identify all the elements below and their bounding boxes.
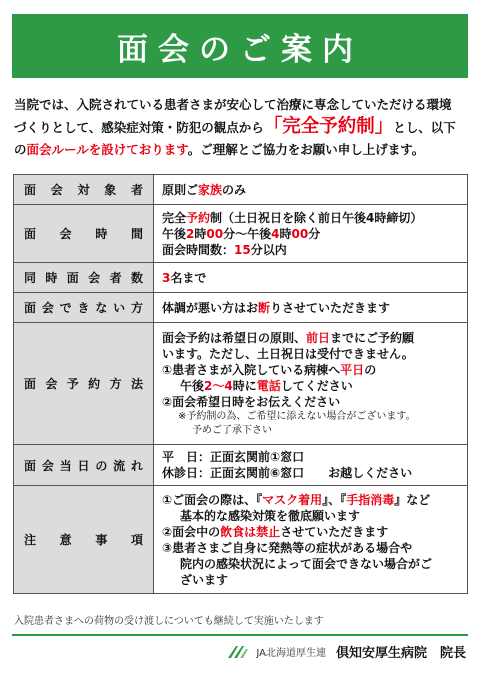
ja-logo-icon [226, 644, 250, 660]
table-row [14, 323, 468, 445]
label-char: 数 [130, 271, 143, 285]
label-char: 会 [41, 458, 54, 473]
intro-line-2: づくりとして、感染症対策・防犯の観点から「完全予約制」とし、以下 [14, 116, 456, 137]
intro-line-1: 当院では、入院されている患者さまが安心して治療に専念していただける環境 [14, 97, 452, 112]
label-char: 流 [113, 458, 126, 473]
label-char: 意 [59, 533, 72, 547]
label-char: 方 [109, 377, 122, 391]
footer-divider [12, 634, 468, 636]
row-value: 平 日：正面玄関前①窓口 休診日：正面玄関前⑥窓口 お越しください [154, 445, 468, 486]
row-label [14, 175, 154, 205]
table-row [14, 263, 468, 293]
label-char: 約 [88, 377, 101, 391]
label-char: 注 [24, 533, 37, 547]
label-char: 当 [59, 458, 72, 473]
intro-paragraph [14, 94, 469, 161]
label-char: 事 [95, 533, 108, 547]
label-char: 面 [24, 458, 37, 473]
label-char: き [77, 301, 90, 315]
table-row [14, 293, 468, 323]
label-char: 会 [41, 301, 54, 315]
label-char: い [113, 301, 126, 315]
organization-name: JA北海道厚生連 [256, 648, 326, 659]
reservation-highlight: 「完全予約制」 [263, 116, 394, 137]
table-row [14, 175, 468, 205]
row-label-text [24, 181, 143, 198]
row-label [14, 323, 154, 445]
label-char: 者 [109, 271, 122, 285]
label-char: な [95, 301, 108, 315]
row-label-text [24, 375, 143, 392]
label-char: 会 [45, 377, 58, 391]
label-char: 対 [77, 183, 90, 197]
table-row [14, 205, 468, 263]
label-char: れ [130, 458, 143, 473]
title-banner [12, 14, 468, 78]
footer-note: 入院患者さまへの荷物の受け渡しについても継続して実施いたします [14, 616, 324, 627]
label-char: の [95, 458, 108, 473]
row-value: 原則ご家族のみ [154, 175, 468, 205]
row-label-text [24, 531, 143, 548]
label-char: 予 [66, 377, 79, 391]
row-label [14, 205, 154, 263]
label-char: 日 [77, 458, 90, 473]
label-char: で [59, 301, 72, 315]
row-label-text [24, 299, 143, 316]
label-char: 項 [130, 533, 143, 547]
hospital-name: 倶知安厚生病院 院長 [335, 646, 466, 661]
label-char: 方 [130, 301, 143, 315]
row-value: 面会予約は希望日の原則、前日までにご予約願 います。ただし、土日祝日は受付できません。 ①患者さまが入院している病棟へ平日の 午後2～4時に電話してください ②面会希望日時をお伝えください ※予約制の為、ご希望に添えない場合がございます。 予めご了承下さい [154, 323, 468, 445]
label-char: 面 [24, 227, 37, 241]
visit-info-table [13, 174, 468, 594]
label-char: 面 [66, 271, 79, 285]
row-value: 3名まで [154, 263, 468, 293]
row-label-text [24, 457, 143, 474]
table-row [14, 486, 468, 594]
row-value: ①ご面会の際は、『マスク着用』、『手指消毒』など 基本的な感染対策を徹底願います ②面会中の飲食は禁止させていただきます ③患者さまご自身に発熱等の症状がある場合や 院内の感染状況によって面会できない場合がご ざいます [154, 486, 468, 594]
label-char: 間 [130, 227, 143, 241]
row-label [14, 486, 154, 594]
label-char: 法 [130, 377, 143, 391]
row-value: 完全予約制（土日祝日を除く前日午後4時締切） 午後2時00分～午後4時00分 面会時間数：15分以内 [154, 205, 468, 263]
label-char: 面 [24, 183, 37, 197]
label-char: 会 [50, 183, 63, 197]
footer-signature [226, 642, 466, 661]
label-char: 同 [24, 271, 37, 285]
label-char: 面 [24, 301, 37, 315]
row-label [14, 445, 154, 486]
row-label [14, 293, 154, 323]
row-label-text [24, 225, 143, 242]
row-label-text [24, 269, 143, 286]
label-char: 会 [59, 227, 72, 241]
row-value: 体調が悪い方はお断りさせていただきます [154, 293, 468, 323]
table-row [14, 445, 468, 486]
label-char: 象 [104, 183, 117, 197]
label-char: 者 [130, 183, 143, 197]
label-char: 時 [45, 271, 58, 285]
page-title: 面会のご案内 [117, 31, 363, 68]
label-char: 時 [95, 227, 108, 241]
rules-highlight: 面会ルールを設けております [26, 142, 188, 157]
label-char: 会 [88, 271, 101, 285]
label-char: 面 [24, 377, 37, 391]
row-label [14, 263, 154, 293]
intro-line-3: の面会ルールを設けております。ご理解とご協力をお願い申し上げます。 [14, 142, 425, 157]
